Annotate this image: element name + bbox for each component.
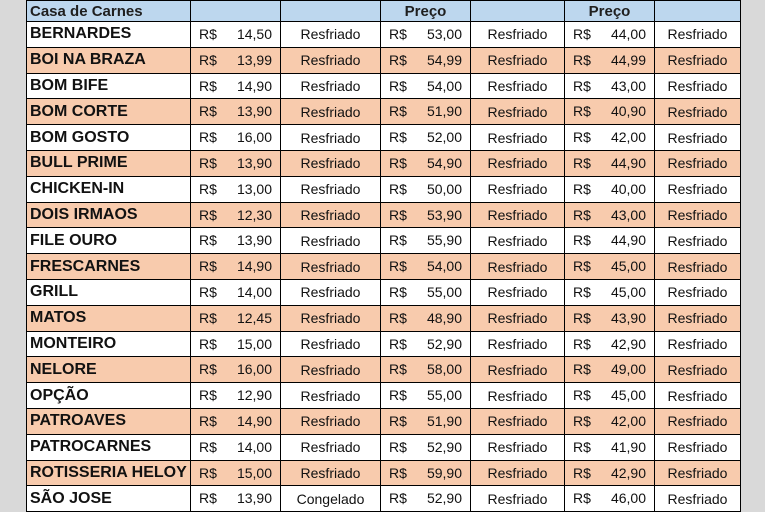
currency-symbol: R$ — [573, 258, 591, 275]
store-name-cell[interactable]: BOI NA BRAZA — [27, 47, 191, 73]
price-value: 49,00 — [610, 361, 646, 378]
price-value: 14,00 — [236, 283, 272, 300]
store-name-cell[interactable]: FILE OURO — [27, 228, 191, 254]
price-value: 14,90 — [236, 77, 272, 94]
price-cell[interactable] — [191, 176, 281, 202]
price-cell[interactable] — [565, 150, 655, 176]
store-name-cell[interactable]: NELORE — [27, 357, 191, 383]
price-value: 45,00 — [610, 283, 646, 300]
price-cell[interactable] — [565, 228, 655, 254]
currency-symbol: R$ — [199, 438, 217, 455]
header-price-2[interactable]: Preço — [565, 1, 655, 22]
status-cell[interactable]: Resfriado — [471, 22, 565, 48]
price-cell[interactable] — [191, 99, 281, 125]
price-value: 13,99 — [236, 51, 272, 68]
table-row — [27, 22, 741, 48]
status-cell[interactable]: Resfriado — [471, 228, 565, 254]
price-cell[interactable] — [381, 202, 471, 228]
currency-symbol: R$ — [389, 309, 407, 326]
status-cell[interactable]: Resfriado — [281, 279, 381, 305]
price-cell[interactable] — [191, 73, 281, 99]
table-row — [27, 73, 741, 99]
price-cell[interactable] — [381, 22, 471, 48]
price-value: 13,90 — [236, 490, 272, 507]
status-cell[interactable]: Resfriado — [471, 176, 565, 202]
table-row — [27, 331, 741, 357]
price-value: 42,90 — [610, 464, 646, 481]
currency-symbol: R$ — [573, 464, 591, 481]
currency-symbol: R$ — [573, 361, 591, 378]
price-value: 44,00 — [610, 26, 646, 42]
status-cell[interactable]: Resfriado — [281, 150, 381, 176]
currency-symbol: R$ — [389, 258, 407, 275]
currency-symbol: R$ — [199, 309, 217, 326]
currency-symbol: R$ — [199, 283, 217, 300]
price-value: 16,00 — [236, 361, 272, 378]
currency-symbol: R$ — [389, 232, 407, 249]
header-col-3[interactable] — [281, 1, 381, 22]
price-value: 41,90 — [610, 438, 646, 455]
status-cell[interactable]: Resfriado — [281, 331, 381, 357]
price-value: 51,90 — [426, 412, 462, 429]
store-name-cell[interactable]: MONTEIRO — [27, 331, 191, 357]
currency-symbol: R$ — [389, 387, 407, 404]
table-row — [27, 486, 741, 512]
currency-symbol: R$ — [199, 387, 217, 404]
table-row — [27, 460, 741, 486]
currency-symbol: R$ — [389, 464, 407, 481]
currency-symbol: R$ — [389, 438, 407, 455]
price-value: 55,90 — [426, 232, 462, 249]
status-cell[interactable]: Resfriado — [655, 331, 741, 357]
price-value: 13,00 — [236, 180, 272, 197]
price-value: 44,90 — [610, 232, 646, 249]
price-cell[interactable] — [381, 99, 471, 125]
currency-symbol: R$ — [573, 26, 591, 42]
header-col-7[interactable] — [655, 1, 741, 22]
table-row — [27, 150, 741, 176]
status-cell[interactable]: Resfriado — [281, 176, 381, 202]
price-cell[interactable] — [565, 254, 655, 280]
price-value: 42,90 — [610, 335, 646, 352]
price-value: 48,90 — [426, 309, 462, 326]
status-cell[interactable]: Resfriado — [281, 202, 381, 228]
currency-symbol: R$ — [573, 51, 591, 68]
price-cell[interactable] — [191, 357, 281, 383]
currency-symbol: R$ — [389, 77, 407, 94]
currency-symbol: R$ — [573, 387, 591, 404]
price-cell[interactable] — [381, 383, 471, 409]
status-cell[interactable]: Resfriado — [471, 331, 565, 357]
price-cell[interactable] — [191, 254, 281, 280]
store-name-cell[interactable]: FRESCARNES — [27, 254, 191, 280]
currency-symbol: R$ — [573, 77, 591, 94]
currency-symbol: R$ — [199, 464, 217, 481]
status-cell[interactable]: Resfriado — [655, 228, 741, 254]
currency-symbol: R$ — [199, 258, 217, 275]
store-name-cell[interactable]: BERNARDES — [27, 22, 191, 48]
table-row — [27, 176, 741, 202]
price-cell[interactable] — [381, 460, 471, 486]
price-cell[interactable] — [565, 408, 655, 434]
price-value: 42,00 — [610, 412, 646, 429]
price-cell[interactable] — [381, 73, 471, 99]
price-value: 45,00 — [610, 387, 646, 404]
status-cell[interactable]: Resfriado — [471, 383, 565, 409]
price-value: 16,00 — [236, 129, 272, 146]
status-cell[interactable]: Resfriado — [655, 202, 741, 228]
currency-symbol: R$ — [199, 51, 217, 68]
status-cell[interactable]: Resfriado — [471, 408, 565, 434]
currency-symbol: R$ — [389, 129, 407, 146]
currency-symbol: R$ — [199, 490, 217, 507]
status-cell[interactable]: Resfriado — [655, 150, 741, 176]
currency-symbol: R$ — [573, 283, 591, 300]
table-row — [27, 408, 741, 434]
price-value: 45,00 — [610, 258, 646, 275]
store-name-cell[interactable]: BOM GOSTO — [27, 125, 191, 151]
status-cell[interactable]: Resfriado — [281, 408, 381, 434]
currency-symbol: R$ — [573, 335, 591, 352]
price-cell[interactable] — [381, 47, 471, 73]
currency-symbol: R$ — [573, 180, 591, 197]
price-value: 52,90 — [426, 335, 462, 352]
store-name-cell[interactable]: DOIS IRMAOS — [27, 202, 191, 228]
table-body — [27, 22, 741, 512]
status-cell[interactable]: Resfriado — [471, 357, 565, 383]
price-value: 13,90 — [236, 232, 272, 249]
store-name-cell[interactable]: SÃO JOSE — [27, 486, 191, 512]
currency-symbol: R$ — [199, 232, 217, 249]
status-cell[interactable]: Resfriado — [281, 228, 381, 254]
price-cell[interactable] — [191, 434, 281, 460]
price-cell[interactable] — [381, 279, 471, 305]
table-row — [27, 47, 741, 73]
status-cell[interactable]: Resfriado — [281, 73, 381, 99]
price-cell[interactable] — [565, 202, 655, 228]
price-cell[interactable] — [565, 331, 655, 357]
price-cell[interactable] — [191, 150, 281, 176]
status-cell[interactable]: Resfriado — [655, 22, 741, 48]
currency-symbol: R$ — [199, 180, 217, 197]
status-cell[interactable]: Resfriado — [471, 279, 565, 305]
status-cell[interactable]: Resfriado — [281, 99, 381, 125]
price-cell[interactable] — [191, 125, 281, 151]
currency-symbol: R$ — [573, 129, 591, 146]
currency-symbol: R$ — [573, 412, 591, 429]
price-cell[interactable] — [381, 305, 471, 331]
price-value: 44,90 — [610, 154, 646, 171]
status-cell[interactable]: Resfriado — [655, 434, 741, 460]
price-cell[interactable] — [381, 357, 471, 383]
price-cell[interactable] — [565, 434, 655, 460]
status-cell[interactable]: Resfriado — [655, 254, 741, 280]
price-cell[interactable] — [565, 22, 655, 48]
table-row — [27, 99, 741, 125]
price-value: 50,00 — [426, 180, 462, 197]
price-cell[interactable] — [381, 150, 471, 176]
table-header — [27, 1, 741, 22]
price-value: 15,00 — [236, 335, 272, 352]
table-row — [27, 434, 741, 460]
currency-symbol: R$ — [199, 206, 217, 223]
price-value: 12,90 — [236, 387, 272, 404]
status-cell[interactable]: Resfriado — [655, 357, 741, 383]
price-cell[interactable] — [565, 47, 655, 73]
status-cell[interactable]: Resfriado — [655, 279, 741, 305]
status-cell[interactable]: Resfriado — [281, 305, 381, 331]
header-price-1[interactable]: Preço — [381, 1, 471, 22]
status-cell[interactable]: Resfriado — [471, 150, 565, 176]
price-value: 52,90 — [426, 438, 462, 455]
store-name-cell[interactable]: BOM CORTE — [27, 99, 191, 125]
price-value: 14,50 — [236, 26, 272, 42]
status-cell[interactable]: Resfriado — [281, 383, 381, 409]
price-cell[interactable] — [191, 383, 281, 409]
status-cell[interactable]: Resfriado — [471, 99, 565, 125]
currency-symbol: R$ — [389, 283, 407, 300]
price-value: 51,90 — [426, 103, 462, 120]
status-cell[interactable]: Resfriado — [655, 73, 741, 99]
status-cell[interactable]: Resfriado — [655, 305, 741, 331]
store-name-cell[interactable]: PATROCARNES — [27, 434, 191, 460]
status-cell[interactable]: Resfriado — [655, 176, 741, 202]
currency-symbol: R$ — [199, 335, 217, 352]
currency-symbol: R$ — [199, 361, 217, 378]
header-title[interactable]: Casa de Carnes — [27, 1, 191, 22]
header-col-5[interactable] — [471, 1, 565, 22]
status-cell[interactable]: Resfriado — [655, 125, 741, 151]
price-value: 12,45 — [236, 309, 272, 326]
currency-symbol: R$ — [573, 232, 591, 249]
status-cell[interactable]: Resfriado — [281, 434, 381, 460]
currency-symbol: R$ — [389, 154, 407, 171]
status-cell[interactable]: Resfriado — [471, 305, 565, 331]
price-cell[interactable] — [381, 176, 471, 202]
status-cell[interactable]: Resfriado — [471, 254, 565, 280]
status-cell[interactable]: Resfriado — [471, 73, 565, 99]
status-cell[interactable]: Resfriado — [655, 486, 741, 512]
price-cell[interactable] — [565, 279, 655, 305]
store-name-cell[interactable]: GRILL — [27, 279, 191, 305]
price-cell[interactable] — [565, 460, 655, 486]
price-value: 13,90 — [236, 154, 272, 171]
currency-symbol: R$ — [573, 154, 591, 171]
store-name-cell[interactable]: MATOS — [27, 305, 191, 331]
price-cell[interactable] — [191, 331, 281, 357]
price-cell[interactable] — [191, 202, 281, 228]
currency-symbol: R$ — [389, 26, 407, 42]
table-row — [27, 228, 741, 254]
price-cell[interactable] — [381, 408, 471, 434]
currency-symbol: R$ — [199, 154, 217, 171]
price-value: 13,90 — [236, 103, 272, 120]
price-value: 46,00 — [610, 490, 646, 507]
status-cell[interactable]: Resfriado — [471, 434, 565, 460]
price-value: 52,90 — [426, 490, 462, 507]
store-name-cell[interactable]: ROTISSERIA HELOY — [27, 460, 191, 486]
table-row — [27, 125, 741, 151]
currency-symbol: R$ — [573, 206, 591, 223]
price-cell[interactable] — [565, 305, 655, 331]
table-row — [27, 279, 741, 305]
currency-symbol: R$ — [199, 412, 217, 429]
price-cell[interactable] — [565, 125, 655, 151]
table-row — [27, 305, 741, 331]
price-cell[interactable] — [381, 228, 471, 254]
price-cell[interactable] — [191, 228, 281, 254]
price-value: 58,00 — [426, 361, 462, 378]
spreadsheet-frame — [26, 0, 740, 510]
price-cell[interactable] — [191, 486, 281, 512]
price-value: 40,90 — [610, 103, 646, 120]
price-value: 15,00 — [236, 464, 272, 481]
currency-symbol: R$ — [199, 26, 217, 42]
status-cell[interactable]: Resfriado — [471, 47, 565, 73]
status-cell[interactable]: Resfriado — [281, 254, 381, 280]
currency-symbol: R$ — [389, 51, 407, 68]
status-cell[interactable]: Congelado — [281, 486, 381, 512]
price-table — [26, 0, 741, 512]
price-cell[interactable] — [565, 99, 655, 125]
price-cell[interactable] — [381, 434, 471, 460]
price-cell[interactable] — [191, 408, 281, 434]
store-name-cell[interactable]: BULL PRIME — [27, 150, 191, 176]
price-value: 54,00 — [426, 77, 462, 94]
table-row — [27, 383, 741, 409]
price-value: 55,00 — [426, 283, 462, 300]
status-cell[interactable]: Resfriado — [655, 383, 741, 409]
store-name-cell[interactable]: PATROAVES — [27, 408, 191, 434]
price-value: 44,99 — [610, 51, 646, 68]
status-cell[interactable]: Resfriado — [471, 486, 565, 512]
price-value: 53,00 — [426, 26, 462, 42]
currency-symbol: R$ — [199, 103, 217, 120]
status-cell[interactable]: Resfriado — [281, 125, 381, 151]
price-cell[interactable] — [381, 331, 471, 357]
price-cell[interactable] — [381, 486, 471, 512]
price-value: 42,00 — [610, 129, 646, 146]
status-cell[interactable]: Resfriado — [471, 460, 565, 486]
price-value: 12,30 — [236, 206, 272, 223]
price-cell[interactable] — [565, 73, 655, 99]
status-cell[interactable]: Resfriado — [655, 408, 741, 434]
currency-symbol: R$ — [389, 180, 407, 197]
header-col-2[interactable] — [191, 1, 281, 22]
status-cell[interactable]: Resfriado — [281, 357, 381, 383]
price-value: 59,90 — [426, 464, 462, 481]
price-cell[interactable] — [191, 47, 281, 73]
price-cell[interactable] — [191, 279, 281, 305]
price-value: 55,00 — [426, 387, 462, 404]
price-cell[interactable] — [191, 460, 281, 486]
currency-symbol: R$ — [389, 206, 407, 223]
currency-symbol: R$ — [389, 361, 407, 378]
status-cell[interactable]: Resfriado — [655, 47, 741, 73]
table-row — [27, 357, 741, 383]
price-value: 43,00 — [610, 206, 646, 223]
price-value: 43,90 — [610, 309, 646, 326]
price-value: 54,00 — [426, 258, 462, 275]
status-cell[interactable]: Resfriado — [281, 460, 381, 486]
price-value: 53,90 — [426, 206, 462, 223]
store-name-cell[interactable]: OPÇÃO — [27, 383, 191, 409]
currency-symbol: R$ — [573, 103, 591, 120]
currency-symbol: R$ — [573, 438, 591, 455]
status-cell[interactable]: Resfriado — [281, 22, 381, 48]
price-cell[interactable] — [381, 254, 471, 280]
status-cell[interactable]: Resfriado — [655, 460, 741, 486]
currency-symbol: R$ — [389, 412, 407, 429]
price-value: 14,00 — [236, 438, 272, 455]
price-cell[interactable] — [381, 125, 471, 151]
status-cell[interactable]: Resfriado — [471, 202, 565, 228]
currency-symbol: R$ — [389, 335, 407, 352]
currency-symbol: R$ — [389, 490, 407, 507]
table-row — [27, 254, 741, 280]
store-name-cell[interactable]: CHICKEN-IN — [27, 176, 191, 202]
price-value: 54,90 — [426, 154, 462, 171]
store-name-cell[interactable]: BOM BIFE — [27, 73, 191, 99]
currency-symbol: R$ — [573, 490, 591, 507]
price-value: 43,00 — [610, 77, 646, 94]
currency-symbol: R$ — [199, 77, 217, 94]
currency-symbol: R$ — [199, 129, 217, 146]
currency-symbol: R$ — [389, 103, 407, 120]
status-cell[interactable]: Resfriado — [471, 125, 565, 151]
price-value: 54,99 — [426, 51, 462, 68]
price-value: 52,00 — [426, 129, 462, 146]
price-cell[interactable] — [565, 176, 655, 202]
price-value: 14,90 — [236, 412, 272, 429]
price-cell[interactable] — [191, 305, 281, 331]
price-value: 40,00 — [610, 180, 646, 197]
price-value: 14,90 — [236, 258, 272, 275]
price-cell[interactable] — [565, 357, 655, 383]
price-cell[interactable] — [565, 383, 655, 409]
status-cell[interactable]: Resfriado — [655, 99, 741, 125]
currency-symbol: R$ — [573, 309, 591, 326]
table-row — [27, 202, 741, 228]
price-cell[interactable] — [565, 486, 655, 512]
price-cell[interactable] — [191, 22, 281, 48]
status-cell[interactable]: Resfriado — [281, 47, 381, 73]
